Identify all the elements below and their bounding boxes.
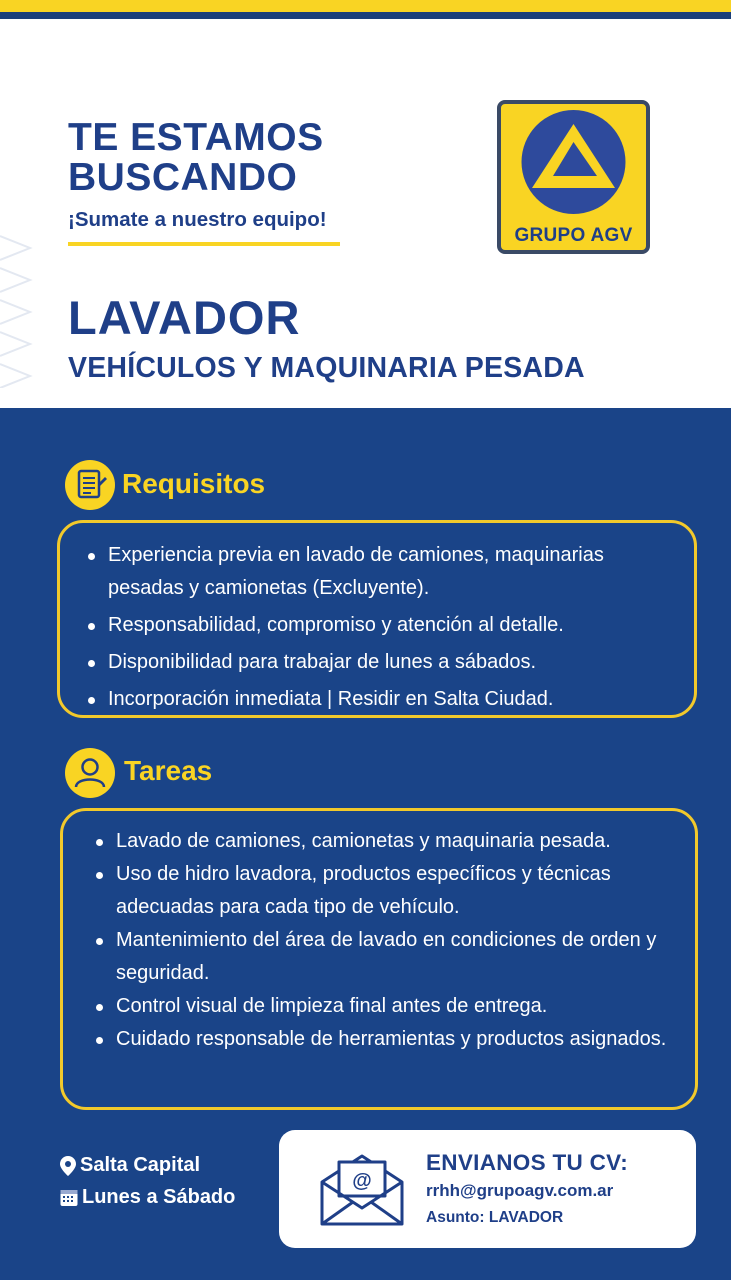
hero-title-line1: TE ESTAMOS	[68, 116, 324, 159]
top-accent-stripe	[0, 0, 731, 12]
list-item: Control visual de limpieza final antes de entrega.	[96, 990, 679, 1023]
document-icon	[65, 460, 115, 510]
contact-card	[279, 1130, 696, 1248]
tareas-list	[63, 811, 695, 1056]
hero-subtitle: ¡Sumate a nuestro equipo!	[68, 208, 327, 231]
tareas-box	[60, 808, 698, 1110]
decorative-chevrons	[0, 228, 40, 388]
contact-email[interactable]: rrhh@grupoagv.com.ar	[426, 1181, 614, 1200]
list-item: Experiencia previa en lavado de camiones, maquinarias pesadas y camionetas (Excluyente).	[88, 539, 648, 605]
svg-text:@: @	[352, 1170, 372, 1192]
job-title: LAVADOR	[68, 291, 301, 344]
tareas-title: Tareas	[124, 755, 213, 786]
requisitos-box	[57, 520, 697, 718]
calendar-icon	[60, 1188, 78, 1207]
list-item: Uso de hidro lavadora, productos específicos y técnicas adecuadas para cada tipo de vehículo.	[96, 858, 679, 924]
email-envelope-icon	[317, 1150, 407, 1230]
list-item: Lavado de camiones, camionetas y maquinaria pesada.	[96, 825, 679, 858]
logo-text: GRUPO AGV	[514, 225, 633, 246]
contact-subject: Asunto: LAVADOR	[426, 1209, 564, 1226]
schedule-text: Lunes a Sábado	[82, 1186, 236, 1208]
hero-title	[68, 118, 324, 198]
hero-underline	[68, 242, 340, 246]
hero-title-line2: BUSCANDO	[68, 156, 298, 199]
job-subtitle: VEHÍCULOS Y MAQUINARIA PESADA	[68, 352, 585, 384]
list-item: Disponibilidad para trabajar de lunes a sábados.	[88, 646, 674, 679]
location-text: Salta Capital	[80, 1154, 201, 1176]
schedule-info	[60, 1186, 235, 1209]
requisitos-list	[60, 523, 694, 716]
list-item: Incorporación inmediata | Residir en Salta Ciudad.	[88, 683, 674, 716]
person-icon	[65, 748, 115, 798]
location-info	[60, 1154, 200, 1177]
requisitos-title: Requisitos	[122, 468, 266, 499]
top-blue-stripe	[0, 12, 731, 19]
grupo-agv-logo	[497, 100, 650, 254]
map-pin-icon	[60, 1156, 76, 1176]
list-item: Mantenimiento del área de lavado en condiciones de orden y seguridad.	[96, 924, 679, 990]
list-item: Cuidado responsable de herramientas y productos asignados.	[96, 1023, 679, 1056]
contact-heading: ENVIANOS TU CV:	[426, 1150, 629, 1175]
list-item: Responsabilidad, compromiso y atención al detalle.	[88, 609, 674, 642]
